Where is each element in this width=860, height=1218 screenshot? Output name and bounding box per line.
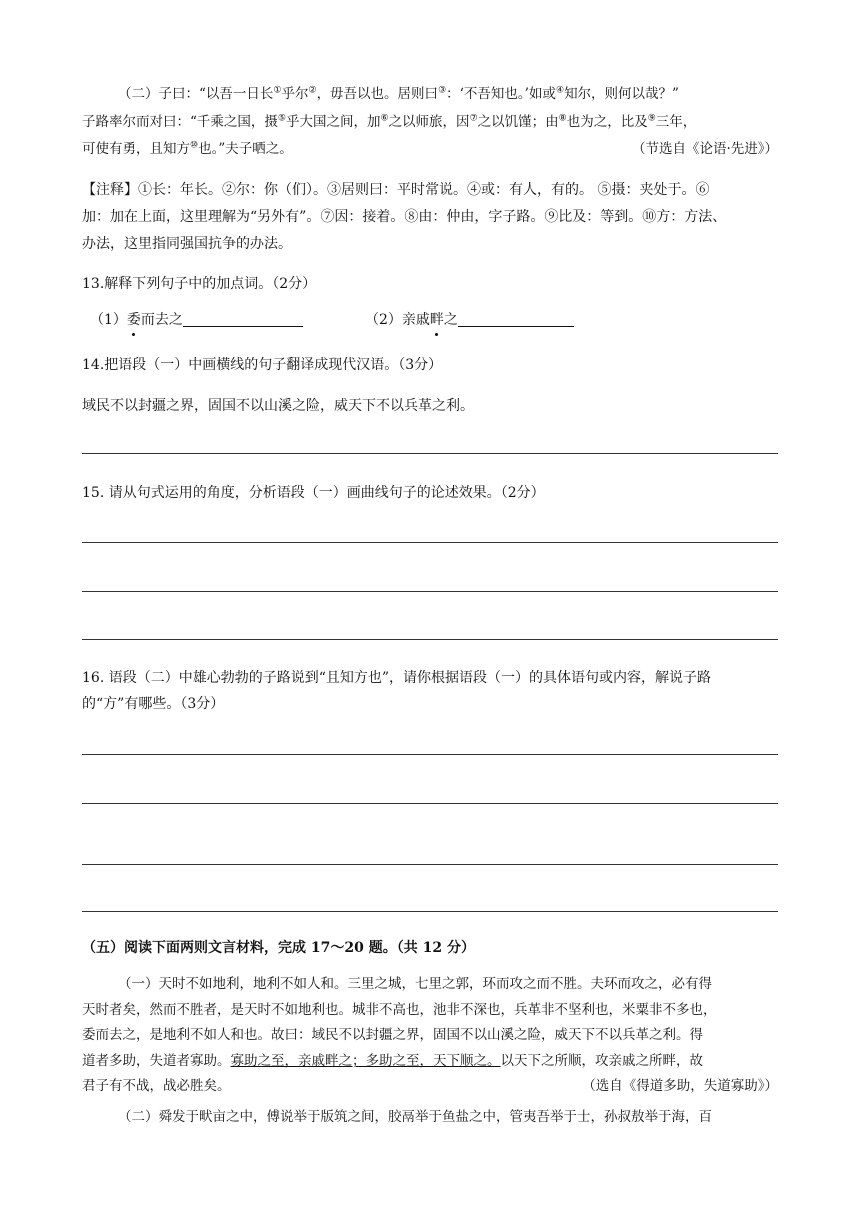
- section5-p1-line5: 君子有不战，战必胜矣。: [82, 1078, 231, 1094]
- passage2-line2: 子路率尔而对曰：“千乘之国，摄⑤乎大国之间，加⑥之以师旅，因⑦之以饥馑；由⑧也为之，比及⑨三年，: [82, 113, 697, 130]
- notes-line1: 【注释】①长：年长。②尔：你（们）。③居则曰：平时常说。④或：有人，有的。 ⑤摄：夹处于。⑥: [82, 182, 710, 198]
- section5-p1-line4: 道者多助，失道者寡助。寡助之至，亲戚畔之；多助之至，天下顺之。以天下之所顺，攻亲戚之所畔，故: [82, 1053, 703, 1069]
- passage2-line3: 可使有勇，且知方⑩也。”夫子哂之。: [82, 140, 293, 157]
- q15-answer-line-3[interactable]: [82, 639, 778, 640]
- q16-line2: 的“方”有哪些。（3分）: [82, 696, 225, 712]
- section5-heading: （五）阅读下面两则文言材料，完成 17～20 题。（共 12 分）: [82, 940, 475, 956]
- section5-p1-source: （选自《得道多助，失道寡助》）: [582, 1078, 778, 1094]
- q13-item2: （2）亲戚畔之: [365, 310, 574, 330]
- q13-answer-blank-1[interactable]: [183, 310, 303, 327]
- notes-line3: 办法，这里指同强国抗争的办法。: [82, 236, 292, 252]
- q13-item2-dotted-char: 畔: [429, 312, 444, 328]
- q16-answer-line-3[interactable]: [82, 864, 778, 865]
- section5-p2-line1: （二）舜发于畎亩之中，傅说举于版筑之间，胶鬲举于鱼盐之中，管夷吾举于士，孙叔敖举于海，百: [118, 1109, 712, 1125]
- section5-p1-line1: （一）天时不如地利，地利不如人和。三里之城，七里之郭，环而攻之而不胜。夫环而攻之，必有得: [118, 976, 712, 992]
- passage2-source: （节选自《论语·先进》）: [631, 141, 778, 157]
- q15-stem: 15. 请从句式运用的角度，分析语段（一）画曲线句子的论述效果。（2分）: [82, 485, 545, 501]
- q13-answer-blank-2[interactable]: [458, 310, 574, 327]
- q14-stem: 14.把语段（一）中画横线的句子翻译成现代汉语。（3分）: [82, 357, 443, 373]
- section5-p1-line2: 天时者矣，然而不胜者，是天时不如地利也。城非不高也，池非不深也，兵革非不坚利也，米粟非不多也，: [82, 1002, 717, 1018]
- q13-stem: 13.解释下列句子中的加点词。（2分）: [82, 276, 317, 292]
- q16-answer-line-4[interactable]: [82, 911, 778, 912]
- q16-line1: 16. 语段（二）中雄心勃勃的子路说到“且知方也”，请你根据语段（一）的具体语句或内容，解说子路: [82, 670, 712, 686]
- q13-item1: （1）委而去之: [90, 310, 303, 330]
- q14-sentence: 域民不以封疆之界，固国不以山溪之险，威天下不以兵革之利。: [82, 398, 474, 414]
- curved-underlined-sentence: 寡助之至，亲戚畔之；多助之至，天下顺之。: [230, 1053, 501, 1069]
- q14-answer-line[interactable]: [82, 453, 778, 454]
- passage2-line1: （二）子曰：“以吾一日长①乎尔②，毋吾以也。居则曰③：‘不吾知也。’如或④知尔，则何以哉？”: [118, 85, 679, 102]
- q16-answer-line-1[interactable]: [82, 754, 778, 755]
- q15-answer-line-1[interactable]: [82, 542, 778, 543]
- q13-item1-dotted-char: 委: [126, 312, 141, 328]
- q16-answer-line-2[interactable]: [82, 803, 778, 804]
- q15-answer-line-2[interactable]: [82, 591, 778, 592]
- notes-line2: 加：加在上面，这里理解为“另外有”。⑦因：接着。⑧由：仲由，字子路。⑨比及：等到。⑩方：方法、: [82, 209, 727, 225]
- section5-p1-line3: 委而去之，是地利不如人和也。故曰：域民不以封疆之界，固国不以山溪之险，威天下不以兵革之利。得: [82, 1027, 703, 1043]
